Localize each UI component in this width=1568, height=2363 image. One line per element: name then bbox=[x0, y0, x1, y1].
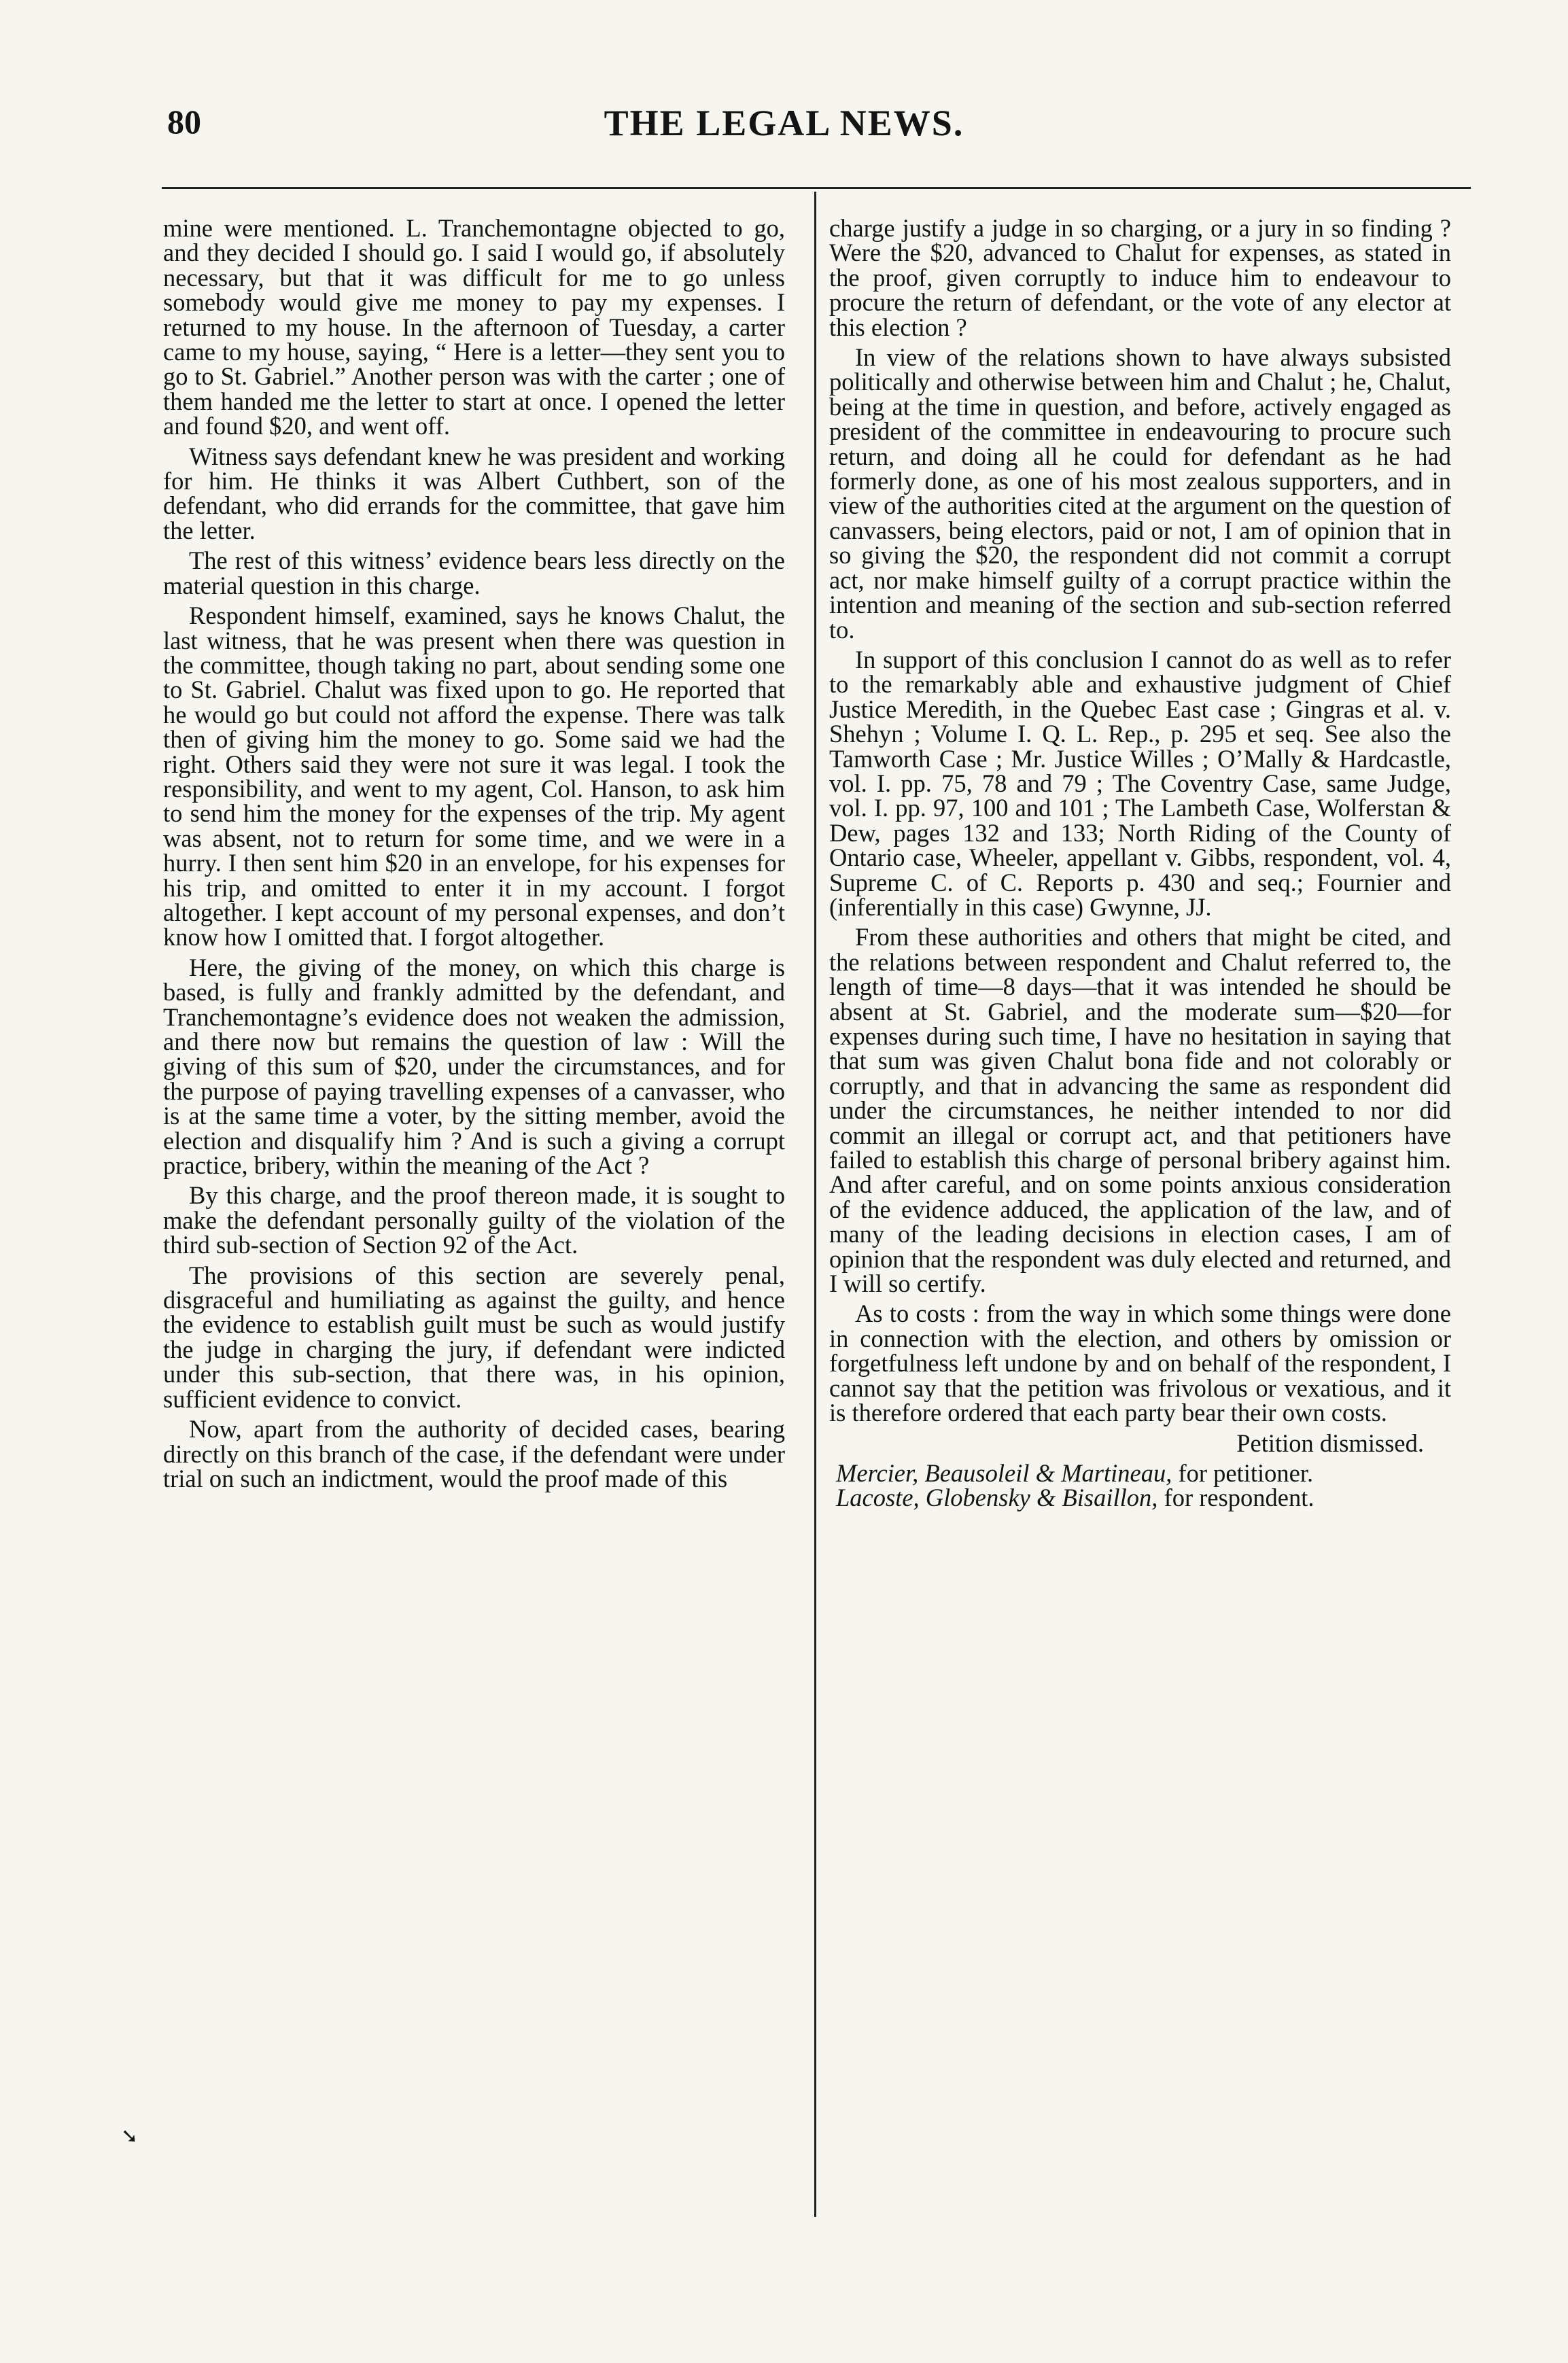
counsel-role: for petitioner. bbox=[1172, 1458, 1314, 1487]
counsel-names: Lacoste, Globensky & Bisaillon, bbox=[836, 1484, 1158, 1512]
counsel-line-respondent bbox=[829, 1486, 1451, 1510]
margin-arrow-mark: ➘ bbox=[121, 2125, 139, 2148]
page-number: 80 bbox=[167, 103, 201, 141]
paragraph: mine were mentioned. L. Tranchemontagne objected to go, and they decided I should go. I said I would go, if absolutely necessary, but that it was difficult for me to go unless somebody would give me money to pay my expenses. I returned to my house. In the afternoon of Tuesday, a carter came to my house, saying, “ Here is a letter—they sent you to go to St. Gabriel.” Another person was with the carter ; one of them handed me the letter to start at once. I opened the letter and found $20, and went off. bbox=[163, 214, 785, 440]
paragraph: By this charge, and the proof thereon made, it is sought to make the defendant personally guilty of the violation of the third sub-section of Section 92 of the Act. bbox=[163, 1181, 785, 1259]
paragraph: In support of this conclusion I cannot do as well as to refer to the remarkably able and exhaustive judgment of Chief Justice Meredith, in the Quebec East case ; Gingras et al. v. Shehyn ; Volume I. Q. L. Rep., p. 295 et seq. See also the Tamworth Case ; Mr. Justice Willes ; O’Mally & Hardcastle, vol. I. pp. 75, 78 and 79 ; The Coventry Case, same Judge, vol. I. pp. 97, 100 and 101 ; The Lambeth Case, Wolferstan & Dew, pages 132 and 133; North Riding of the County of Ontario case, Wheeler, appellant v. Gibbs, respondent, vol. 4, Supreme C. of C. Reports p. 430 and seq.; Fournier and (inferentially in this case) Gwynne, JJ. bbox=[829, 645, 1451, 921]
paragraph: Now, apart from the authority of decided cases, bearing directly on this branch of the case, if the defendant were under trial on such an indictment, would the proof made of this bbox=[163, 1415, 785, 1492]
paragraph: The rest of this witness’ evidence bears less directly on the material question in this charge. bbox=[163, 546, 785, 599]
paragraph: The provisions of this section are severely penal, disgraceful and humiliating as against the guilty, and hence the evidence to establish guilt must be such as would justify the judge in charging the jury, if defendant were indicted under this sub-section, that there was, in his opinion, sufficient evidence to convict. bbox=[163, 1261, 785, 1413]
paragraph: Respondent himself, examined, says he knows Chalut, the last witness, that he was present when there was question in the committee, though taking no part, about sending some one to St. Gabriel. Chalut was fixed upon to go. He reported that he would go but could not afford the expense. There was talk then of giving him the money to go. Some said we had the right. Others said they were not sure it was legal. I took the responsibility, and went to my agent, Col. Hanson, to ask him to send him the money for the expenses of the trip. My agent was absent, not to return for some time, and we were in a hurry. I then sent him $20 in an envelope, for his expenses for his trip, and omitted to enter it in my account. I forgot altogether. I kept account of my personal expenses, and don’t know how I omitted that. I forgot altogether. bbox=[163, 601, 785, 951]
counsel-role: for respondent. bbox=[1157, 1484, 1314, 1512]
left-column bbox=[163, 216, 785, 1496]
paragraph: Here, the giving of the money, on which this charge is based, is fully and frankly admitted by the defendant, and Tranchemontagne’s evidence does not weaken the admission, and there now but remains the question of law : Will the giving of this sum of $20, under the circumstances, and for the purpose of paying travelling expenses of a canvasser, who is at the same time a voter, by the sitting member, avoid the election and disqualify him ? And is such a giving a corrupt practice, bribery, within the meaning of the Act ? bbox=[163, 953, 785, 1180]
header-rule bbox=[162, 187, 1471, 189]
paragraph: charge justify a judge in so charging, or a jury in so finding ? Were the $20, advanced to Chalut for expenses, as stated in the proof, given corruptly to induce him to endeavour to procure the return of defendant, or the vote of any elector at this election ? bbox=[829, 214, 1451, 341]
counsel-line-petitioner bbox=[829, 1458, 1451, 1487]
paragraph: As to costs : from the way in which some things were done in connection with the election, and others by omission or forgetfulness left undone by and on behalf of the respondent, I cannot say that the petition was frivolous or vexatious, and it is therefore ordered that each party bear their own costs. bbox=[829, 1299, 1451, 1427]
paragraph: In view of the relations shown to have always subsisted politically and otherwise between him and Chalut ; he, Chalut, being at the time in question, and before, actively engaged as president of the committee in endeavouring to procure such return, and doing all he could for defendant as he had formerly done, as one of his most zealous supporters, and in view of the authorities cited at the argument on the question of canvassers, being electors, paid or not, I am of opinion that in so giving the $20, the respondent did not commit a corrupt act, nor make himself guilty of a corrupt practice within the intention and meaning of the section and sub-section referred to. bbox=[829, 343, 1451, 644]
paragraph: Witness says defendant knew he was president and working for him. He thinks it was Albert Cuthbert, son of the defendant, who did errands for the committee, that gave him the letter. bbox=[163, 442, 785, 544]
closing-line: Petition dismissed. bbox=[1236, 1429, 1424, 1457]
counsel-names: Mercier, Beausoleil & Martineau, bbox=[836, 1458, 1172, 1487]
running-head: THE LEGAL NEWS. bbox=[604, 103, 964, 143]
paragraph: From these authorities and others that might be cited, and the relations between respondent and Chalut referred to, the length of time—8 days—that it was intended he should be absent at St. Gabriel, and the moderate sum—$20—for expenses during such time, I have no hesitation in saying that that sum was given Chalut bona fide and not colorably or corruptly, and that in advancing the same as respondent did under the circumstances, he neither intended to nor did commit an illegal or corrupt act, and that petitioners have failed to establish this charge of personal bribery against him. And after careful, and on some points anxious consideration of the evidence adduced, the application of the law, and of many of the leading decisions in election cases, I am of opinion that the respondent was duly elected and returned, and I will so certify. bbox=[829, 923, 1451, 1298]
column-divider bbox=[814, 192, 816, 2217]
right-column bbox=[829, 216, 1451, 1511]
